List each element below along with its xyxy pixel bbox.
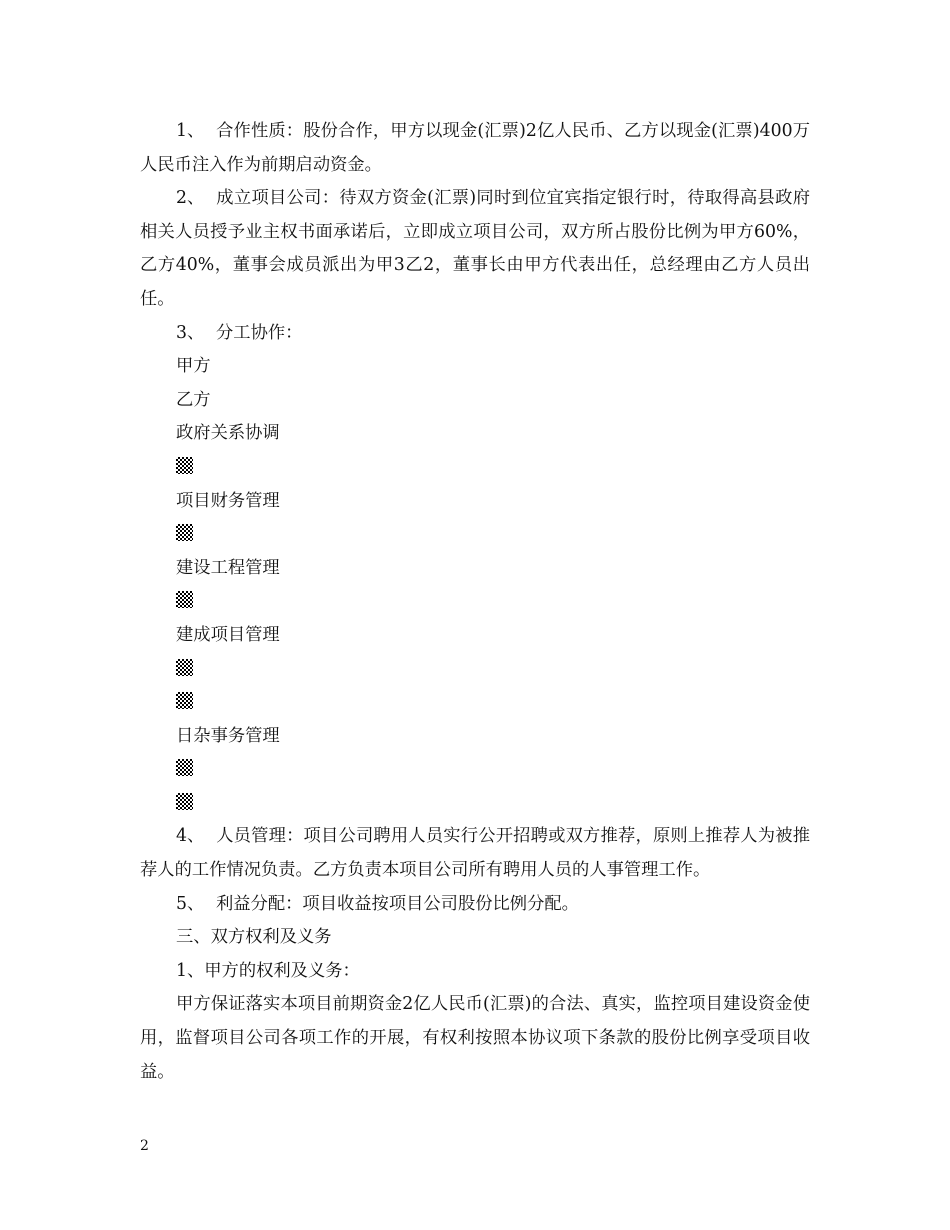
checkmark-box-icon [176,591,193,608]
party-a-rights-heading: 1、甲方的权利及义务： [176,960,360,981]
clause-1 [140,115,810,182]
checkmark-box-icon [176,759,193,776]
clause-4-text: 人员管理：项目公司聘用人员实行公开招聘或双方推荐，原则上推荐人为被推荐人的工作情况负责。乙方负责本项目公司所有聘用人员的人事管理工作。 [140,826,810,881]
clause-2-text: 成立项目公司：待双方资金(汇票)同时到位宜宾指定银行时，待取得高县政府相关人员授予业主权书面承诺后，立即成立项目公司，双方所占股份比例为甲方60%，乙方40%，董事会成员派出为甲3乙2，董事长由甲方代表出任，总经理由乙方人员出任。 [140,188,810,309]
checkmark-box-icon [176,659,193,676]
clause-5-number: 5、 [176,893,205,914]
party-a-label: 甲方 [176,356,211,377]
page-number: 2 [140,1138,149,1154]
section-3-heading: 三、双方权利及义务 [176,927,332,948]
clause-3-number: 3、 [176,322,205,343]
task-completed-project-management: 建成项目管理 [176,624,280,645]
clause-3 [140,317,810,351]
task-construction-management: 建设工程管理 [176,557,280,578]
clause-4-number: 4、 [176,826,205,847]
clause-1-number: 1、 [176,121,205,141]
task-financial-management: 项目财务管理 [176,490,280,511]
checkmark-box-icon [176,524,193,541]
clause-5 [140,888,810,922]
checkmark-box-icon [176,692,193,709]
task-daily-affairs-management: 日杂事务管理 [176,725,280,746]
party-b-label: 乙方 [176,389,211,410]
document-body [140,115,810,1089]
clause-2-number: 2、 [176,188,205,209]
clause-3-text: 分工协作： [216,322,303,343]
clause-2 [140,182,810,316]
checkmark-box-icon [176,457,193,474]
task-government-relations: 政府关系协调 [176,423,280,444]
clause-5-text: 利益分配：项目收益按项目公司股份比例分配。 [216,893,579,914]
clause-1-text: 合作性质：股份合作，甲方以现金(汇票)2亿人民币、乙方以现金(汇票)400万人民币注入作为前期启动资金。 [140,121,810,175]
clause-4 [140,820,810,887]
checkmark-box-icon [176,793,193,810]
party-a-rights-text: 甲方保证落实本项目前期资金2亿人民币(汇票)的合法、真实，监控项目建设资金使用，监督项目公司各项工作的开展，有权利按照本协议项下条款的股份比例享受项目收益。 [140,994,810,1082]
